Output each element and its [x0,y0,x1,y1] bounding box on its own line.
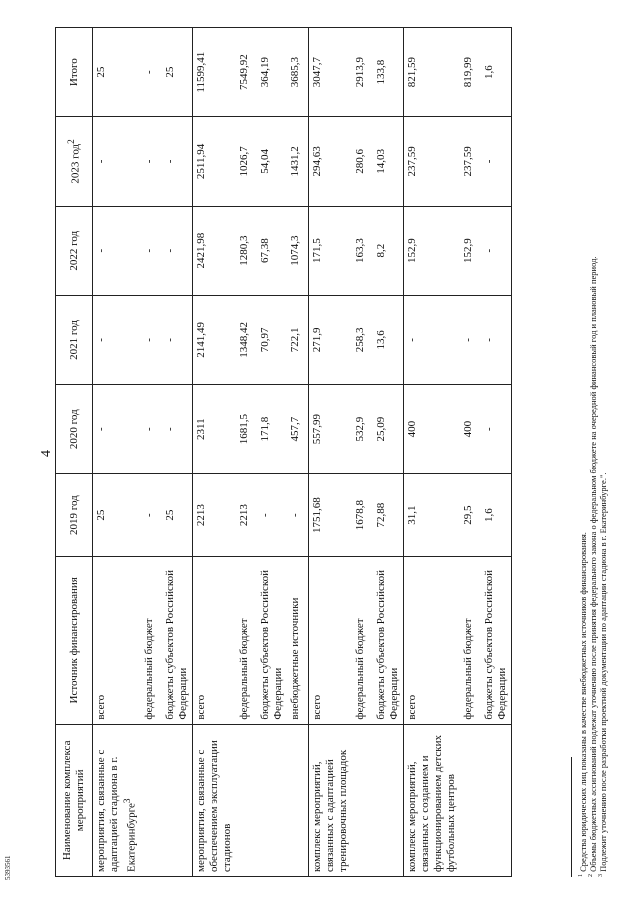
cell-financing-source: бюджеты субъектов Российской Федерации [481,557,512,725]
cell-y2019: 72,88 [373,474,404,557]
financing-table [55,27,512,877]
table-row [93,28,141,877]
cell-y2019: 2213 [236,474,257,557]
cell-total: - [141,28,162,117]
header-2023-label: 2023 год [69,143,82,184]
table-row [236,28,257,877]
cell-y2019: 1751,68 [308,474,352,557]
cell-y2023: - [162,117,193,206]
footnote-3 [596,472,608,877]
cell-financing-source: всего [192,557,236,725]
cell-y2021: 1348,42 [236,295,257,384]
cell-y2019: 2213 [192,474,236,557]
cell-y2020: - [162,385,193,474]
cell-y2023: 237,59 [403,117,460,206]
cell-y2022: 1280,3 [236,206,257,295]
cell-y2022: 163,3 [352,206,373,295]
cell-total: 25 [162,28,193,117]
rotated-content [35,27,608,877]
cell-y2020: 400 [403,385,460,474]
cell-y2023: 2511,94 [192,117,236,206]
cell-y2022: 1074,3 [287,206,309,295]
cell-y2020: 557,99 [308,385,352,474]
cell-financing-source: федеральный бюджет [236,557,257,725]
header-2023 [56,117,93,206]
program-name-footnote-mark: 3 [122,798,132,804]
cell-y2023: 1026,7 [236,117,257,206]
cell-financing-source: бюджеты субъектов Российской Федерации [162,557,193,725]
cell-program-name [93,724,141,876]
cell-y2020: 400 [460,385,481,474]
cell-program-name [308,724,352,876]
cell-financing-source: всего [403,557,460,725]
cell-y2020: 457,7 [287,385,309,474]
cell-financing-source: всего [308,557,352,725]
cell-y2020: - [481,385,512,474]
header-source: Источник финансирования [56,557,93,725]
cell-financing-source: бюджеты субъектов Российской Федерации [373,557,404,725]
cell-y2020: 2311 [192,385,236,474]
table-row [403,28,460,877]
table-header-row [56,28,93,877]
cell-financing-source: федеральный бюджет [141,557,162,725]
header-total: Итого [56,28,93,117]
cell-program-name [403,724,460,876]
program-name-text: комплекс мероприятий, связанных с созданием и функционированием детских футбольных центров [405,735,457,872]
program-name-text: мероприятия, связанные с адаптацией стадиона в г. Екатеринбурге [95,749,138,872]
cell-total: 133,8 [373,28,404,117]
cell-y2019: 25 [93,474,141,557]
footnote-text: Объемы бюджетных ассигнований подлежат уточнению после принятия федерального закона о федеральном бюджете на очередной финансовый год и плановый период. [587,256,598,872]
cell-y2023: 294,63 [308,117,352,206]
header-name: Наименование комплекса мероприятий [56,724,93,876]
cell-y2019: 1678,8 [352,474,373,557]
header-2023-footnote-mark: 2 [66,139,77,144]
cell-y2023: 280,6 [352,117,373,206]
cell-y2022: 152,9 [403,206,460,295]
cell-y2020: 171,8 [257,385,287,474]
cell-financing-source: внебюджетные источники [287,557,309,725]
cell-total: 7549,92 [236,28,257,117]
cell-y2019: - [257,474,287,557]
cell-program-name [141,724,162,876]
cell-total: 3047,7 [308,28,352,117]
table-row [192,28,236,877]
table-row [308,28,352,877]
cell-y2019: 1,6 [481,474,512,557]
header-2021: 2021 год [56,295,93,384]
cell-y2023: 14,03 [373,117,404,206]
cell-y2021: - [162,295,193,384]
cell-y2020: 1681,5 [236,385,257,474]
cell-y2022: - [141,206,162,295]
page-number: 4 [39,450,54,457]
cell-program-name [192,724,236,876]
cell-program-name [287,724,309,876]
table-row [287,28,309,877]
cell-y2019: 25 [162,474,193,557]
cell-program-name [257,724,287,876]
cell-y2020: - [141,385,162,474]
cell-y2021: 13,6 [373,295,404,384]
cell-total: 3685,3 [287,28,309,117]
program-name-text: мероприятия, связанные с обеспечением эксплуатации стадионов [194,740,233,872]
footnote-text: Средства юридических лиц показаны в качестве внебюджетных источников финансирования. [577,532,588,872]
cell-y2022: 152,9 [460,206,481,295]
table-row [162,28,193,877]
table-row [481,28,512,877]
cell-total: 25 [93,28,141,117]
cell-y2021: - [460,295,481,384]
cell-y2020: 532,9 [352,385,373,474]
cell-total: 11599,41 [192,28,236,117]
cell-financing-source: федеральный бюджет [352,557,373,725]
cell-y2019: 29,5 [460,474,481,557]
cell-y2023: - [141,117,162,206]
cell-program-name [460,724,481,876]
cell-program-name [236,724,257,876]
footnote-mark: 2 [588,874,594,877]
cell-y2023: - [481,117,512,206]
table-row [373,28,404,877]
cell-financing-source: бюджеты субъектов Российской Федерации [257,557,287,725]
cell-y2021: 258,3 [352,295,373,384]
header-2019: 2019 год [56,474,93,557]
cell-y2021: 2141,49 [192,295,236,384]
cell-y2020: - [93,385,141,474]
cell-y2023: - [93,117,141,206]
cell-y2021: - [481,295,512,384]
cell-y2022: - [162,206,193,295]
cell-y2022: - [481,206,512,295]
cell-program-name [481,724,512,876]
table-row [460,28,481,877]
footnote-text: Подлежит уточнению после разработки проектной документации по адаптации стадиона в г. Екатеринбурге.". [597,472,608,872]
table-row [352,28,373,877]
cell-financing-source: федеральный бюджет [460,557,481,725]
cell-y2022: 2421,98 [192,206,236,295]
program-name-text: комплекс мероприятий, связанных с адаптацией тренировочных площадок [310,749,349,872]
table-row [141,28,162,877]
header-2022: 2022 год [56,206,93,295]
cell-y2019: - [287,474,309,557]
cell-program-name [352,724,373,876]
cell-y2021: 722,1 [287,295,309,384]
cell-program-name [373,724,404,876]
table-row [257,28,287,877]
cell-y2023: 54,04 [257,117,287,206]
cell-y2021: - [93,295,141,384]
document-code: 5393561 [4,855,12,880]
cell-y2022: 8,2 [373,206,404,295]
table-body [93,28,512,877]
cell-y2022: 67,38 [257,206,287,295]
cell-y2023: 1431,2 [287,117,309,206]
cell-total: 821,59 [403,28,460,117]
cell-y2019: - [141,474,162,557]
cell-y2021: - [403,295,460,384]
cell-y2021: 70,97 [257,295,287,384]
cell-total: 1,6 [481,28,512,117]
cell-y2022: 171,5 [308,206,352,295]
cell-y2019: 31,1 [403,474,460,557]
cell-y2023: 237,59 [460,117,481,206]
cell-y2020: 25,09 [373,385,404,474]
cell-y2021: - [141,295,162,384]
cell-total: 819,99 [460,28,481,117]
cell-financing-source: всего [93,557,141,725]
header-2020: 2020 год [56,385,93,474]
cell-total: 2913,9 [352,28,373,117]
footnote-mark: 3 [598,874,604,877]
footnote-mark: 1 [578,874,584,877]
cell-y2021: 271,9 [308,295,352,384]
cell-total: 364,19 [257,28,287,117]
cell-program-name [162,724,193,876]
footnote-rule [571,757,572,877]
cell-y2022: - [93,206,141,295]
